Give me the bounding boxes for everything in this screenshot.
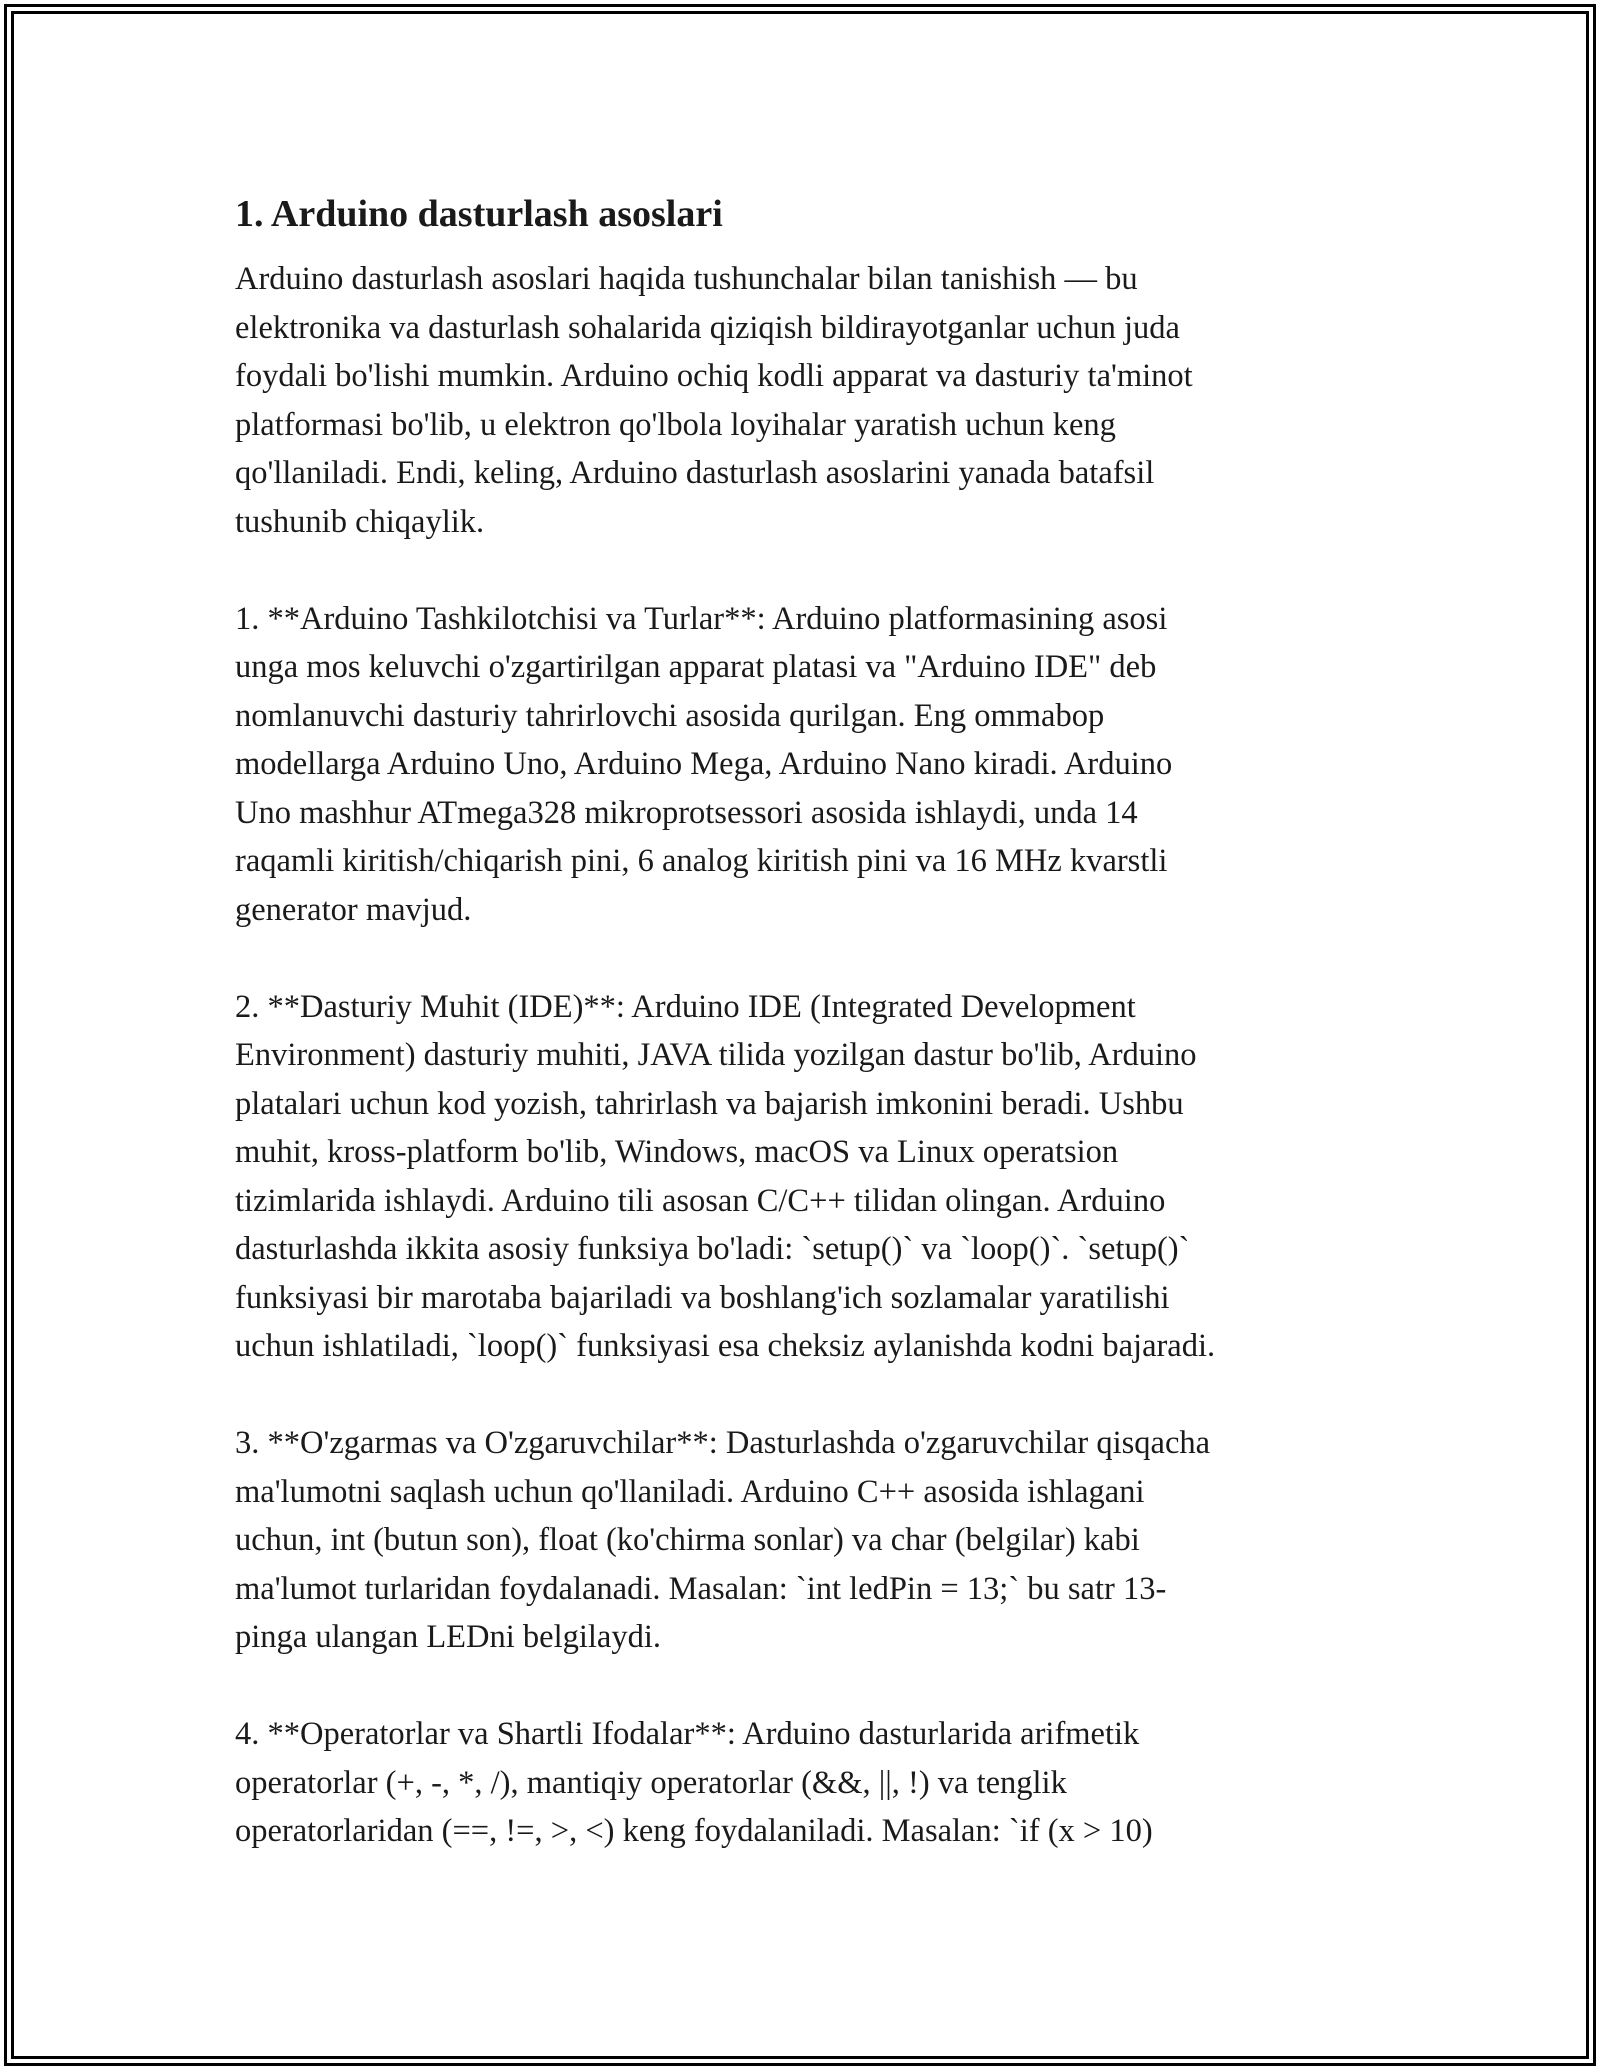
intro-paragraph: Arduino dasturlash asoslari haqida tushunchalar bilan tanishish — bu elektronika va dasturlash sohalarida qiziqish bildirayotganlar uchun juda foydali bo'lishi mumkin. Arduino ochiq kodli apparat va dasturiy ta'minot platformasi bo'lib, u elektron qo'lbola loyihalar yaratish uchun keng qo'llaniladi. Endi, keling, Arduino dasturlash asoslarini yanada batafsil tushunib chiqaylik. <box>235 261 1193 540</box>
section-4-paragraph: 4. **Operatorlar va Shartli Ifodalar**: Arduino dasturlarida arifmetik operatorlar (+, -, *, /), mantiqiy operatorlar (&&, ||, !) va tenglik operatorlaridan (==, !=, >, <) keng foydalaniladi. Masalan: `if (x > 10) <box>235 1716 1153 1849</box>
document-title: 1. Arduino dasturlash asoslari <box>235 193 723 235</box>
section-3-paragraph: 3. **O'zgarmas va O'zgaruvchilar**: Dasturlashda o'zgaruvchilar qisqacha ma'lumotni saqlash uchun qo'llaniladi. Arduino C++ asosida ishlagani uchun, int (butun son), float (ko'chirma sonlar) va char (belgilar) kabi ma'lumot turlaridan foydalanadi. Masalan: `int ledPin = 13;` bu satr 13- pinga ulangan LEDni belgilaydi. <box>235 1425 1211 1655</box>
section-1-paragraph: 1. **Arduino Tashkilotchisi va Turlar**: Arduino platformasining asosi unga mos keluvchi o'zgartirilgan apparat platasi va "Arduino IDE" deb nomlanuvchi dasturiy tahrirlovchi asosida qurilgan. Eng ommabop modellarga Arduino Uno, Arduino Mega, Arduino Nano kiradi. Arduino Uno mashhur ATmega328 mikroprotsessori asosida ishlaydi, unda 14 raqamli kiritish/chiqarish pini, 6 analog kiritish pini va 16 MHz kvarstli generator mavjud. <box>235 600 1173 928</box>
document-body <box>235 185 1365 1856</box>
section-2-paragraph: 2. **Dasturiy Muhit (IDE)**: Arduino IDE (Integrated Development Environment) dasturiy muhiti, JAVA tilida yozilgan dastur bo'lib, Arduino platalari uchun kod yozish, tahrirlash va bajarish imkonini beradi. Ushbu muhit, kross-platform bo'lib, Windows, macOS va Linux operatsion tizimlarida ishlaydi. Arduino tili asosan C/C++ tilidan olingan. Arduino dasturlashda ikkita asosiy funksiya bo'ladi: `setup()` va `loop()`. `setup()` funksiyasi bir marotaba bajariladi va boshlang'ich sozlamalar yaratilishi uchun ishlatiladi, `loop()` funksiyasi esa cheksiz aylanishda kodni bajaradi. <box>235 988 1216 1364</box>
